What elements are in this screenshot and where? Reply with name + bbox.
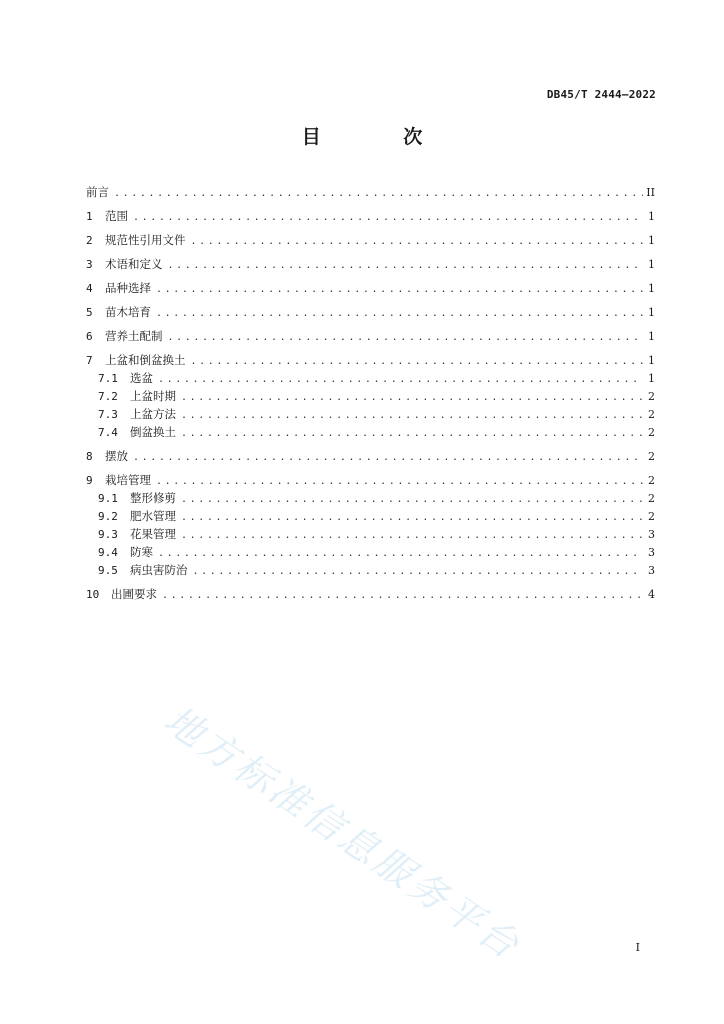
toc-entry-page: 1: [648, 234, 655, 247]
toc-leader-dots: [178, 509, 643, 527]
watermark: 地方标准信息服务平台: [156, 697, 530, 969]
toc-entry-page: 3: [648, 564, 655, 577]
toc-entry[interactable]: [86, 303, 655, 321]
toc-entry-number: 5: [86, 306, 93, 319]
toc-entry-title: 整形修剪: [130, 491, 176, 505]
toc-entry-page: 2: [648, 510, 655, 523]
toc-leader-dots: [130, 449, 643, 467]
toc-entry-title: 防寒: [130, 545, 153, 559]
toc-entry-page: II: [646, 186, 655, 199]
toc-entry-page: 1: [648, 372, 655, 385]
toc-entry-number: 7.2: [98, 390, 118, 403]
toc-entry-title: 倒盆换土: [130, 425, 176, 439]
toc-entry[interactable]: [86, 471, 655, 489]
toc-leader-dots: [130, 209, 643, 227]
toc-entry-page: 2: [648, 408, 655, 421]
toc-entry-page: 2: [648, 426, 655, 439]
toc-entry-page: 1: [648, 354, 655, 367]
toc-subentry[interactable]: [86, 423, 655, 441]
toc-leader-dots: [153, 281, 643, 299]
toc-entry-number: 1: [86, 210, 93, 223]
toc-leader-dots: [165, 257, 644, 275]
toc-entry-number: 7.3: [98, 408, 118, 421]
toc-entry[interactable]: [86, 231, 655, 249]
toc-entry-title: 规范性引用文件: [105, 233, 186, 247]
toc-entry-title: 出圃要求: [111, 587, 157, 601]
toc-leader-dots: [111, 185, 643, 203]
toc-entry-page: 2: [648, 492, 655, 505]
toc-entry-page: 1: [648, 330, 655, 343]
toc-entry-title: 摆放: [105, 449, 128, 463]
toc-entry[interactable]: [86, 327, 655, 345]
toc-entry-title: 前言: [86, 185, 109, 199]
toc-leader-dots: [159, 587, 643, 605]
toc-entry-number: 8: [86, 450, 93, 463]
toc-leader-dots: [155, 371, 643, 389]
toc-entry-number: 7.4: [98, 426, 118, 439]
toc-entry-page: 1: [648, 210, 655, 223]
toc-entry-number: 6: [86, 330, 93, 343]
toc-entry-title: 花果管理: [130, 527, 176, 541]
toc-subentry[interactable]: [86, 405, 655, 423]
toc-entry-page: 4: [648, 588, 655, 601]
toc-leader-dots: [153, 305, 643, 323]
toc-subentry[interactable]: [86, 543, 655, 561]
toc-subentry[interactable]: [86, 387, 655, 405]
toc-entry-number: 9.3: [98, 528, 118, 541]
toc-entry-number: 7.1: [98, 372, 118, 385]
toc-entry-page: 1: [648, 258, 655, 271]
toc-entry-title: 栽培管理: [105, 473, 151, 487]
page-number: I: [635, 941, 640, 954]
toc-leader-dots: [178, 527, 643, 545]
toc-entry[interactable]: [86, 207, 655, 225]
toc-entry-title: 品种选择: [105, 281, 151, 295]
toc-leader-dots: [178, 407, 643, 425]
toc-subentry[interactable]: [86, 369, 655, 387]
toc-entry-page: 2: [648, 390, 655, 403]
toc-entry-title: 上盆方法: [130, 407, 176, 421]
toc-entry-number: 9.1: [98, 492, 118, 505]
toc-entry-title: 病虫害防治: [130, 563, 188, 577]
toc-subentry[interactable]: [86, 507, 655, 525]
toc-entry-page: 1: [648, 306, 655, 319]
toc-entry-number: 9: [86, 474, 93, 487]
toc-leader-dots: [178, 425, 643, 443]
toc-entry-title: 上盆时期: [130, 389, 176, 403]
toc-entry-number: 9.4: [98, 546, 118, 559]
toc-subentry[interactable]: [86, 561, 655, 579]
toc-entry-title: 范围: [105, 209, 128, 223]
toc-entry-title: 肥水管理: [130, 509, 176, 523]
toc-leader-dots: [188, 353, 644, 371]
toc-leader-dots: [155, 545, 643, 563]
toc-entry[interactable]: [86, 585, 655, 603]
toc-leader-dots: [153, 473, 643, 491]
toc-entry-page: 3: [648, 528, 655, 541]
toc-leader-dots: [165, 329, 644, 347]
toc-entry[interactable]: [86, 351, 655, 369]
page-title: 目 次: [301, 126, 461, 148]
document-code: DB45/T 2444—2022: [546, 88, 656, 101]
toc-entry-page: 2: [648, 474, 655, 487]
toc-leader-dots: [188, 233, 644, 251]
toc-entry-page: 1: [648, 282, 655, 295]
toc-subentry[interactable]: [86, 525, 655, 543]
toc-entry[interactable]: [86, 279, 655, 297]
toc-entry-title: 上盆和倒盆换土: [105, 353, 186, 367]
toc-entry-number: 2: [86, 234, 93, 247]
toc-entry-number: 4: [86, 282, 93, 295]
toc-entry-page: 2: [648, 450, 655, 463]
toc-leader-dots: [178, 491, 643, 509]
toc-leader-dots: [178, 389, 643, 407]
toc-entry-title: 苗木培育: [105, 305, 151, 319]
toc-entry-number: 9.5: [98, 564, 118, 577]
toc-subentry[interactable]: [86, 489, 655, 507]
toc-entry[interactable]: [86, 447, 655, 465]
toc-entry-number: 9.2: [98, 510, 118, 523]
toc-entry-page: 3: [648, 546, 655, 559]
table-of-contents: [86, 183, 655, 603]
toc-entry-number: 7: [86, 354, 93, 367]
toc-entry-number: 3: [86, 258, 93, 271]
toc-entry-number: 10: [86, 588, 100, 601]
toc-entry[interactable]: [86, 183, 655, 201]
toc-entry[interactable]: [86, 255, 655, 273]
toc-entry-title: 营养土配制: [105, 329, 163, 343]
toc-leader-dots: [190, 563, 644, 581]
toc-entry-title: 选盆: [130, 371, 153, 385]
toc-entry-title: 术语和定义: [105, 257, 163, 271]
